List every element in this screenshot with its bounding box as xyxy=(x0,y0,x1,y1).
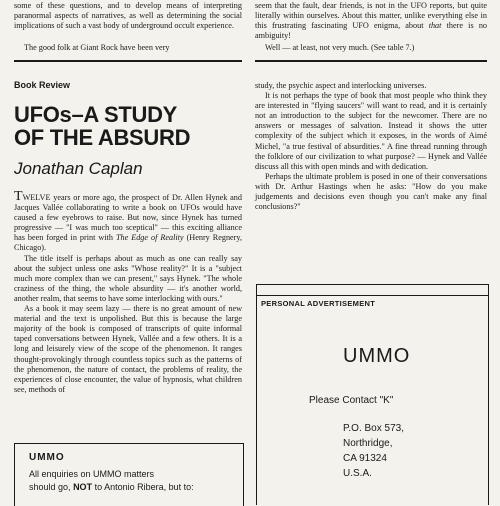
ummo-notice-box xyxy=(14,443,244,506)
personal-advertisement-box xyxy=(256,284,489,505)
review-header xyxy=(14,80,242,90)
ad-address-line-4: U.S.A. xyxy=(343,468,372,479)
ummo-notice-line-2: should go, NOT to Antonio Ribera, but to: xyxy=(29,482,194,492)
ad-contact: Please Contact "K" xyxy=(309,395,394,406)
review-headline xyxy=(14,103,242,149)
right-top-paragraph: seem that the fault, dear friends, is not in the UFO reports, but quite literally within ourselves. About this matter, unlike everything else in this frustrating fascinating UFO enigma, about that there is no ambiguity! xyxy=(255,1,488,41)
section-divider-left xyxy=(14,60,242,62)
review-paragraph-3: As a book it may seem lazy — there is no great amount of new material and the text is unpolished. But this is because the large majority of the book is composed of transcripts of quite informal taped conversations between Hynek, Vallée and a few others. It is a long and leisurely view of the scope of the phenomenon. It ranges thought-provokingly through countless topics such as the patterns of the phenomenon, the nature of contact, the problems of reality, the experiences of close encounter, the value of hypnosis, what children see, methods of xyxy=(14,304,242,394)
drop-cap: T xyxy=(14,189,23,204)
ad-address-line-1: P.O. Box 573, xyxy=(343,423,404,434)
book-title: The Edge of Reality xyxy=(115,233,184,243)
ad-address-line-3: CA 91324 xyxy=(343,453,387,464)
headline-line-1: UFOs–A STUDY xyxy=(14,102,178,127)
left-top-paragraph-2: The good folk at Giant Rock have been very xyxy=(24,43,170,52)
ad-address-line-2: Northridge, xyxy=(343,438,393,449)
ad-label: PERSONAL ADVERTISEMENT xyxy=(261,299,376,308)
section-divider-right xyxy=(255,60,487,62)
ad-top-band xyxy=(257,285,488,296)
ummo-notice-title: UMMO xyxy=(29,452,65,463)
byline: Jonathan Caplan xyxy=(14,159,143,178)
section-kicker: Book Review xyxy=(14,80,71,90)
review-paragraph-5: It is not perhaps the type of book that most people who think they are interested in "flying saucers" will want to read, and it is certainly not an introduction to the subject for the newcomer. There are no answers or messages of salvation. Instead it shows the utter complexity of the subject which it exposes, in the words of Aimé Michel, "a true festival of absurdities." A fine thread running through the folklore of our civilization to what purpose? — Hynek and Vallée discuss all this with open minds and with dedication. xyxy=(255,91,487,171)
left-top-paragraph: some of these questions, and to develop means of interpreting paranormal aspects of narratives, as well as determining the social implications of such a vast body of underground occult experience. xyxy=(14,1,242,31)
ummo-notice-line-1: All enquiries on UMMO matters xyxy=(29,469,155,479)
review-paragraph-1: TWELVE years or more ago, the prospect of Dr. Allen Hynek and Jacques Vallée collaborating to write a book on UFOs would have caused a few eyebrows to raise. But now, since Hynek has turned progressive — "I was much too sceptical" — this exciting alliance has been forged in print with The Edge of Reality (Henry Regnery, Chicago). xyxy=(14,189,243,253)
right-top-paragraph-2: Well — at least, not very much. (See table 7.) xyxy=(265,43,415,52)
review-body-left xyxy=(14,189,243,395)
review-paragraph-2: The title itself is perhaps about as much as one can really say about the subject unless one asks "Whose reality?" It is a "subject much more complex than we can present," says Hynek. "The whole craziness of the thing, the whole absurdity — it's another world, another realm, that seems to have some interlocking with ours." xyxy=(14,253,242,303)
review-paragraph-4: study, the psychic aspect and interlocking universes. xyxy=(255,81,427,90)
ad-title: UMMO xyxy=(343,345,411,367)
review-paragraph-6: Perhaps the ultimate problem is posed in one of their conversations with Dr. Arthur Hastings when he asks: "How do you make judgements and decisions even though you can't make any final conclusions?" xyxy=(255,171,487,212)
review-body-right xyxy=(255,81,487,212)
ad-address xyxy=(343,421,404,481)
headline-line-2: OF THE ABSURD xyxy=(14,125,191,150)
